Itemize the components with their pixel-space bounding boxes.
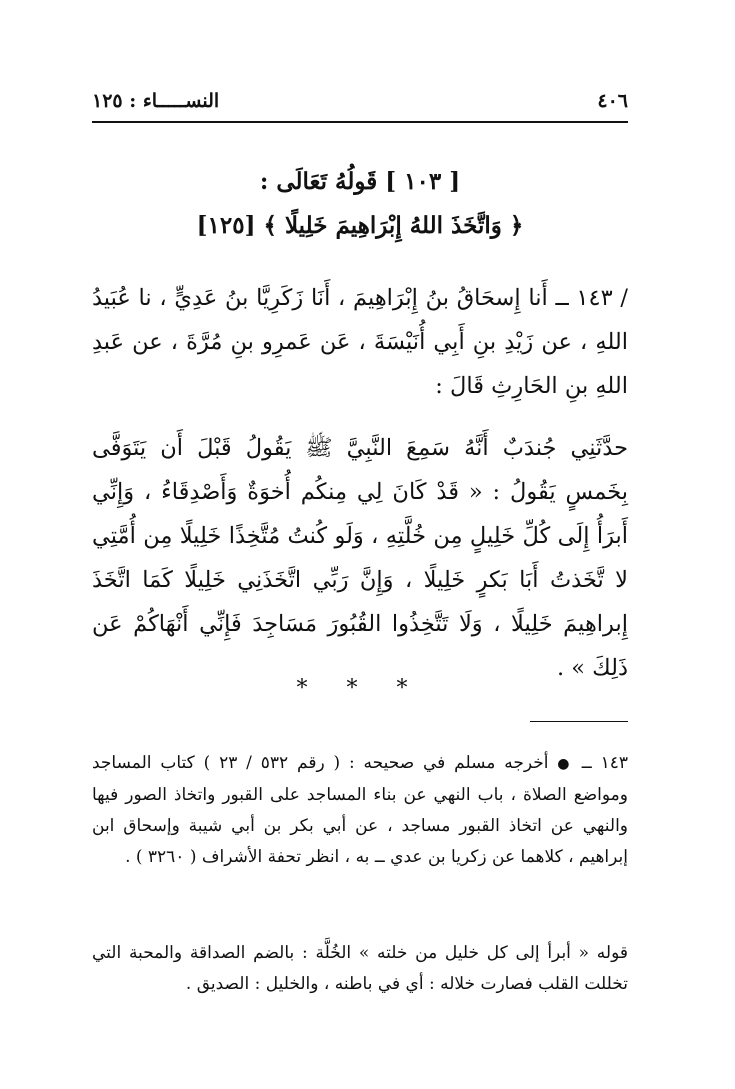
quranic-verse: ﴿ وَاتَّخَذَ اللهُ إِبْرَاهِيمَ خَلِيلًا ﴾ [١٢٥] xyxy=(196,212,524,239)
footnote-gloss xyxy=(92,938,628,1000)
header-rule xyxy=(92,121,628,123)
page-header xyxy=(92,86,628,116)
footnote-rule xyxy=(530,721,628,722)
section-separator: * * * xyxy=(296,676,424,701)
narration-chain-text: / ١٤٣ ــ أَنا إِسحَاقُ بنُ إِبْرَاهِيمَ ، أَنَا زَكَرِيَّا بنُ عَدِيٍّ ، نا عُبَيدُ اللهِ ، عن زَيْدِ بنِ أَبِي أُنَيْسَةَ ، عَن عَمرِو بنِ مُرَّةَ ، عن عَبدِ اللهِ بنِ الحَارِثِ قَالَ : xyxy=(92,285,629,399)
narration-chain xyxy=(92,276,628,408)
footnote-gloss-text: قوله « أبرأ إلى كل خليل من خلته » الخُلَّة : بالضم الصداقة والمحبة التي تخللت القلب فصارت خلاله : أي في باطنه ، والخليل : الصديق . xyxy=(92,943,628,994)
footnote-takhrij xyxy=(92,748,628,873)
hadith-paragraph: حدَّثَنِي جُندَبٌ أَنَّهُ سَمِعَ النَّبِيَّ ﷺ يَقُولُ قَبْلَ أَن يَتَوَفَّى بِخَمسٍ يَقُولُ : « قَدْ كَانَ لِي مِنكُم أُخوَةٌ وَأَصْدِقَاءُ ، وَإِنِّي أَبرَأُ إِلَى كُلِّ خَلِيلٍ مِن خُلَّتِهِ ، وَلَو كُنتُ مُتَّخِذًا خَلِيلًا مِن أُمَّتِي لا تَّخَذتُ أَبَا بَكرٍ خَلِيلًا ، وَإِنَّ رَبِّي اتَّخَذَنِي خَلِيلًا كَمَا اتَّخَذَ إِبراهِيمَ خَلِيلًا ، وَلَا تَتَّخِذُوا القُبُورَ مَسَاجِدَ فَإِنِّي أَنْهَاكُمْ عَن ذَلِكَ » . xyxy=(92,435,628,681)
hadith-text xyxy=(92,426,628,690)
bullet-icon: ● xyxy=(557,756,573,772)
section-heading: [ ١٠٣ ] قَولُهُ تَعَالَى : xyxy=(259,168,461,195)
running-title: النســـــاء : ١٢٥ xyxy=(92,90,220,112)
footnote-number: ١٤٣ ــ xyxy=(581,753,628,773)
page-number: ٤٠٦ xyxy=(597,90,628,112)
footnote-text: أخرجه مسلم في صحيحه : ( رقم ٥٣٢ / ٢٣ ) كتاب المساجد ومواضع الصلاة ، باب النهي عن بناء المساجد على القبور واتخاذ الصور فيها والنهي عن اتخاذ القبور مساجد ، عن أبي بكر بن أبي شيبة وإسحاق ابن إبراهيم ، كلاهما عن زكريا بن عدي ــ به ، انظر تحفة الأشراف ( ٣٢٦٠ ) . xyxy=(92,753,628,867)
